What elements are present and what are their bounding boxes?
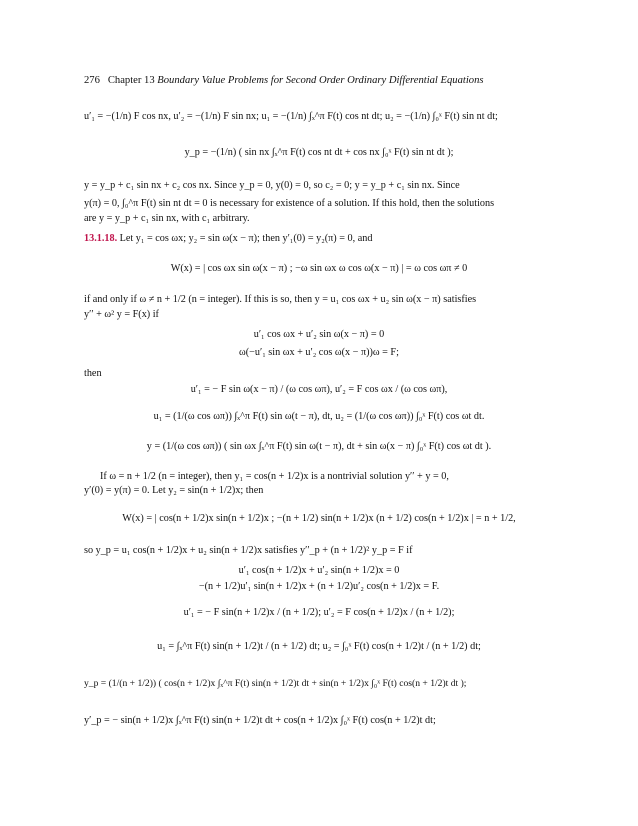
wronskian: W(x) = | cos ωx sin ω(x − π) ; −ω sin ωx ω cos ω(x − π) | = ω cos ωπ ≠ 0 <box>170 263 468 274</box>
exercise-text: Let y₁ = cos ωx; y₂ = sin ω(x − π); then y′₁(0) = y₂(π) = 0, and <box>119 233 373 244</box>
equation-line: u′₁ = − F sin ω(x − π) / (ω cos ωπ), u′₂ = F cos ωx / (ω cos ωπ), <box>190 384 448 395</box>
system-line: ω(−u′₁ sin ωx + u′₂ cos ω(x − π))ω = F; <box>239 347 399 358</box>
text-line: if and only if ω ≠ n + 1/2 (n = integer). If this is so, then y = u₁ cos ωx + u₂ sin ω(x − π) satisfies <box>84 294 477 305</box>
equation-line: u₁ = (1/(ω cos ωπ)) ∫ₓ^π F(t) sin ω(t − π), dt, u₂ = (1/(ω cos ωπ)) ∫₀ˣ F(t) cos ωt dt. <box>153 411 485 422</box>
text-line: y′′ + ω² y = F(x) if <box>84 309 159 320</box>
equation-line: u′₁ = −(1/n) F cos nx, u′₂ = −(1/n) F sin nx; u₁ = −(1/n) ∫ₓ^π F(t) cos nt dt; u₂ = −(1/n) ∫₀ˣ F(t) sin nt dt; <box>84 111 498 122</box>
equation-line: y′_p = − sin(n + 1/2)x ∫ₓ^π F(t) sin(n + 1/2)t dt + cos(n + 1/2)x ∫₀ˣ F(t) cos(n + 1/2)t dt; <box>84 715 436 726</box>
text-line: so y_p = u₁ cos(n + 1/2)x + u₂ sin(n + 1/2)x satisfies y′′_p + (n + 1/2)² y_p = F if <box>84 545 413 556</box>
text-line: then <box>84 368 102 379</box>
equation-line: y = (1/(ω cos ωπ)) ( sin ωx ∫ₓ^π F(t) sin ω(t − π), dt + sin ω(x − π) ∫₀ˣ F(t) cos ωt dt ). <box>146 441 492 452</box>
system-line: u′₁ cos(n + 1/2)x + u′₂ sin(n + 1/2)x = 0 <box>238 565 400 576</box>
wronskian: W(x) = | cos(n + 1/2)x sin(n + 1/2)x ; −(n + 1/2) sin(n + 1/2)x (n + 1/2) cos(n + 1/2)x | = n + 1/2, <box>122 513 516 524</box>
equation-line: u₁ = ∫ₓ^π F(t) sin(n + 1/2)t / (n + 1/2) dt; u₂ = ∫₀ˣ F(t) cos(n + 1/2)t / (n + 1/2) dt; <box>157 641 481 652</box>
text-line: y′(0) = y(π) = 0. Let y₂ = sin(n + 1/2)x; then <box>84 485 264 496</box>
text-line: y(π) = 0, ∫₀^π F(t) sin nt dt = 0 is necessary for existence of a solution. If this hold, then the solutions <box>84 198 495 209</box>
running-header <box>84 74 484 88</box>
equation-line: u′₁ = − F sin(n + 1/2)x / (n + 1/2); u′₂ = F cos(n + 1/2)x / (n + 1/2); <box>183 607 455 618</box>
equation-line: y_p = (1/(n + 1/2)) ( cos(n + 1/2)x ∫ₓ^π F(t) sin(n + 1/2)t dt + sin(n + 1/2)x ∫₀ˣ F(t) cos(n + 1/2)t dt ); <box>84 678 467 689</box>
exercise-label: 13.1.18. <box>84 233 118 244</box>
text-line: y = y_p + c₁ sin nx + c₂ cos nx. Since y_p = 0, y(0) = 0, so c₂ = 0; y = y_p + c₁ sin nx. Since <box>84 180 460 191</box>
chapter-label: Chapter 13 <box>107 75 155 86</box>
system-line: −(n + 1/2)u′₁ sin(n + 1/2)x + (n + 1/2)u′₂ cos(n + 1/2)x = F. <box>198 581 440 592</box>
equation-line: y_p = −(1/n) ( sin nx ∫ₓ^π F(t) cos nt dt + cos nx ∫₀ˣ F(t) sin nt dt ); <box>184 147 454 158</box>
page-number: 276 <box>84 75 100 86</box>
exercise-line <box>84 232 372 245</box>
text-line: are y = y_p + c₁ sin nx, with c₁ arbitrary. <box>84 213 250 224</box>
text-line: If ω = n + 1/2 (n = integer), then y₁ = cos(n + 1/2)x is a nontrivial solution y′′ + y = 0, <box>100 471 449 482</box>
chapter-title: Boundary Value Problems for Second Order Ordinary Differential Equations <box>157 75 484 86</box>
system-line: u′₁ cos ωx + u′₂ sin ω(x − π) = 0 <box>253 329 385 340</box>
